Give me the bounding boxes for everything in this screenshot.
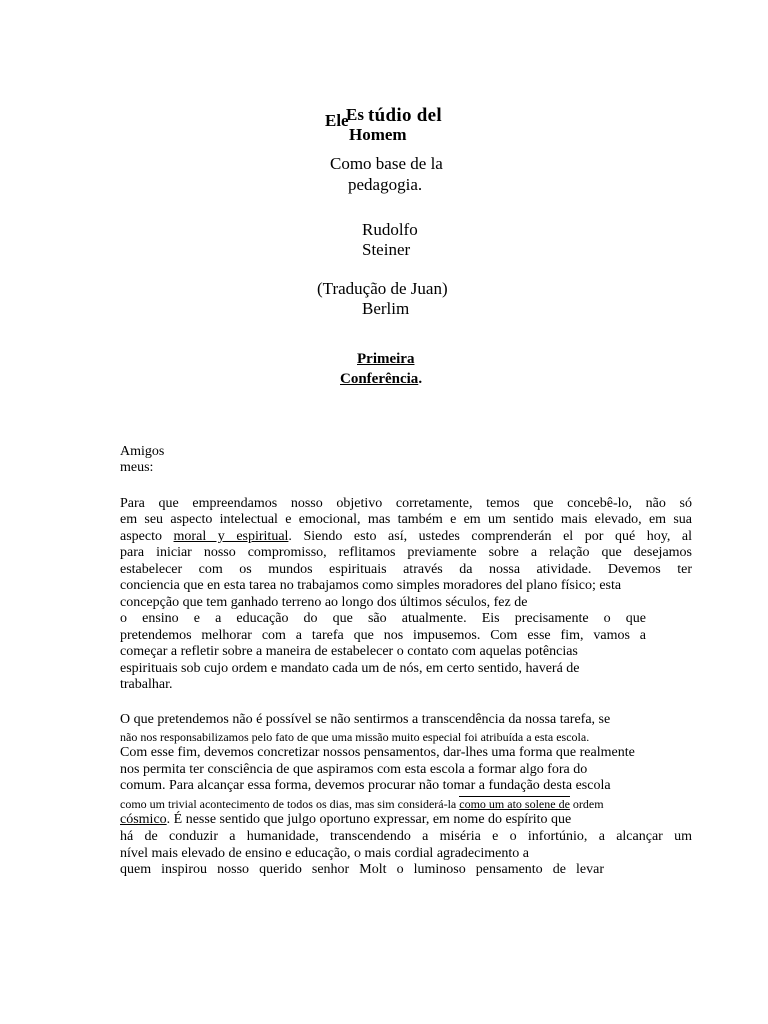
- greeting-line-1: Amigos: [120, 444, 165, 459]
- subtitle-line-1: Como base de la: [330, 154, 443, 173]
- cosmico-word: cósmico: [120, 812, 167, 827]
- paragraph-1-line-2: em seu aspecto intelectual e emocional, mas também e em um sentido mais elevado, em sua: [120, 512, 692, 527]
- paragraph-1-line-9: pretendemos melhorar com a tarefa que nos impusemos. Com esse fim, vamos a: [120, 628, 646, 643]
- paragraph-2-line-9: nível mais elevado de ensino e educação, o mais cordial agradecimento a: [120, 846, 529, 861]
- paragraph-1-line-4: para iniciar nosso compromisso, reflitamos previamente sobre a relação que desejamos: [120, 545, 692, 560]
- conference-heading-word: Conferência: [340, 371, 419, 387]
- greeting-line-2: meus:: [120, 460, 154, 475]
- paragraph-2-line-6-post: ordem: [569, 797, 604, 811]
- conference-heading-line-1: Primeira: [357, 351, 415, 367]
- paragraph-2-line-2: não nos responsabilizamos pelo fato de que uma missão muito especial foi atribuída a esta escola.: [120, 730, 590, 744]
- paragraph-2-line-1: O que pretendemos não é possível se não sentirmos a transcendência da nossa tarefa, se: [120, 712, 611, 727]
- paragraph-1-line-3-post: . Siendo esto así, ustedes comprenderán el por qué hoy, al: [288, 529, 692, 544]
- author-line-1: Rudolfo: [362, 220, 418, 239]
- paragraph-1-line-7: concepção que tem ganhado terreno ao longo dos últimos séculos, fez de: [120, 595, 528, 610]
- paragraph-2-line-3: Com esse fim, devemos concretizar nossos pensamentos, dar-lhes uma forma que realmente: [120, 745, 635, 760]
- author-line-2: Steiner: [362, 240, 411, 259]
- subtitle-line-2: pedagogia.: [348, 175, 423, 194]
- paragraph-1-line-11: espirituais sob cujo ordem e mandato cada um de nós, em certo sentido, haverá de: [120, 661, 580, 676]
- paragraph-1-line-10: começar a refletir sobre a maneira de estabelecer o contato com aquelas potências: [120, 644, 578, 659]
- paragraph-1-line-3-pre: aspecto: [120, 529, 174, 544]
- translation-line-1: (Tradução de Juan): [317, 279, 448, 298]
- title-part-ele: Ele: [325, 111, 349, 130]
- paragraph-1-line-5: estabelecer com os mundos espirituais através da nossa atividade. Devemos ter: [120, 562, 692, 577]
- paragraph-2-line-5: comum. Para alcançar essa forma, devemos procurar não tomar a fundação desta escola: [120, 778, 611, 793]
- paragraph-2-line-10: quem inspirou nosso querido senhor Molt o luminoso pensamento de levar: [120, 862, 604, 877]
- title-line-2: Homem: [349, 125, 407, 144]
- paragraph-1-line-6: conciencia que en esta tarea no trabajamos como simples moradores del plano físico; esta: [120, 578, 622, 593]
- paragraph-1-line-3: [120, 529, 692, 545]
- moral-espiritual-phrase: moral y espiritual: [173, 529, 289, 544]
- paragraph-2-line-7-post: . É nesse sentido que julgo oportuno expressar, em nome do espírito que: [166, 812, 572, 827]
- paragraph-2-line-4: nos permita ter consciência de que aspiramos com esta escola a formar algo fora do: [120, 762, 588, 777]
- ato-solene-phrase: como um ato solene de: [459, 797, 570, 811]
- paragraph-2-line-7: [120, 812, 571, 828]
- paragraph-1-line-1: Para que empreendamos nosso objetivo corretamente, temos que concebê-lo, não só: [120, 496, 692, 511]
- translation-line-2: Berlim: [362, 299, 410, 318]
- paragraph-2-line-6: [120, 796, 604, 812]
- paragraph-2-line-8: há de conduzir a humanidade, transcendendo a miséria e o infortúnio, a alcançar um: [120, 829, 692, 844]
- conference-heading-line-2: [340, 371, 422, 388]
- paragraph-1-line-8: o ensino e a educação do que são atualmente. Eis precisamente o que: [120, 611, 646, 626]
- title-part-rest: túdio del: [368, 105, 442, 126]
- title-part-es: Es: [346, 105, 364, 124]
- conference-heading-period: .: [418, 371, 423, 387]
- paragraph-2-line-6-pre: como um trivial acontecimento de todos os dias, mas sim considerá-la: [120, 797, 460, 811]
- paragraph-1-line-12: trabalhar.: [120, 677, 173, 692]
